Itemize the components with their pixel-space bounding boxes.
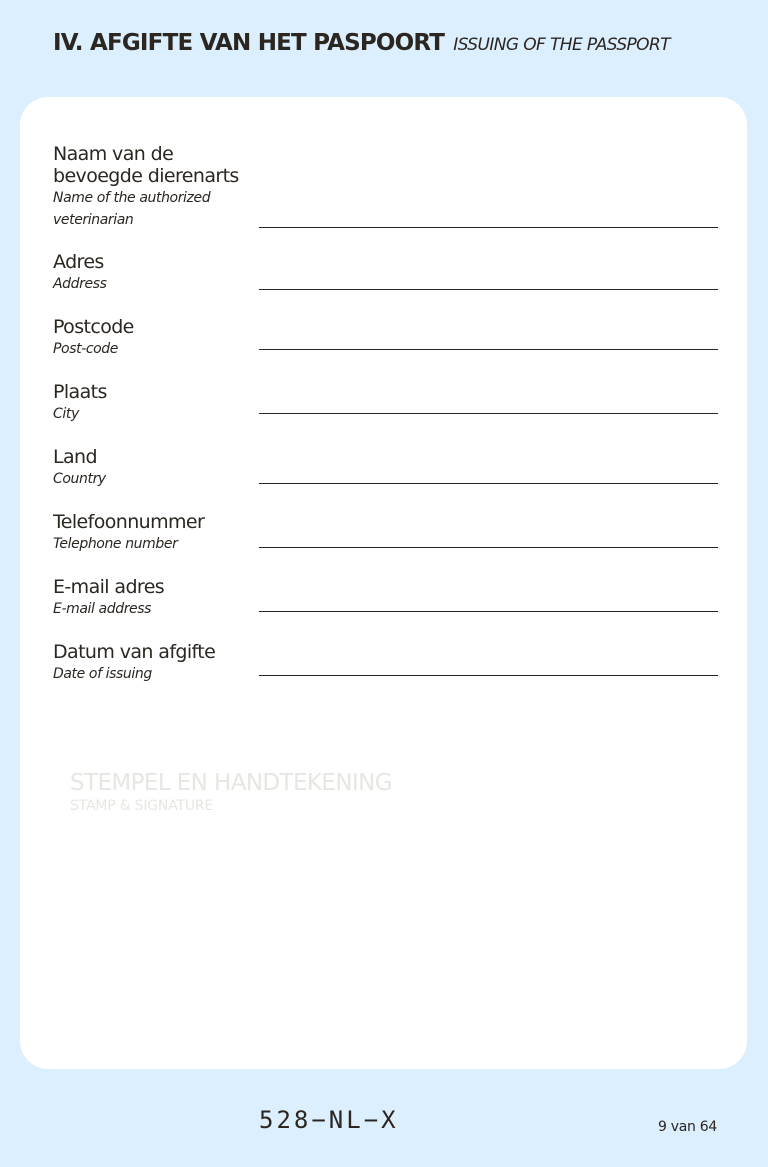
section-title-english: ISSUING OF THE PASSPORT <box>453 35 670 55</box>
field-label-dutch: Land <box>53 446 97 468</box>
field-label-dutch: Datum van afgifte <box>53 641 216 663</box>
stamp-label-dutch: STEMPEL EN HANDTEKENING <box>70 770 392 796</box>
stamp-signature-area[interactable] <box>70 769 392 815</box>
field-label-dutch: Naam van de bevoegde dierenarts <box>53 143 239 187</box>
field-label-english: Country <box>53 471 106 487</box>
field-telephone <box>53 511 718 555</box>
email-input-line[interactable] <box>259 611 718 612</box>
address-input-line[interactable] <box>259 289 718 290</box>
field-date-of-issuing <box>53 641 718 685</box>
field-label-dutch: Plaats <box>53 381 107 403</box>
city-input-line[interactable] <box>259 413 718 414</box>
telephone-input-line[interactable] <box>259 547 718 548</box>
field-label-english: Name of the authorized veterinarian <box>53 190 211 228</box>
field-label-english: Date of issuing <box>53 666 152 682</box>
field-city <box>53 381 718 425</box>
date-of-issuing-input-line[interactable] <box>259 675 718 676</box>
stamp-label-english: STAMP & SIGNATURE <box>70 798 214 814</box>
field-veterinarian-name <box>53 143 718 231</box>
country-input-line[interactable] <box>259 483 718 484</box>
field-email <box>53 576 718 620</box>
field-country <box>53 446 718 490</box>
veterinarian-name-input-line[interactable] <box>259 227 718 228</box>
field-postcode <box>53 316 718 360</box>
page-number: 9 van 64 <box>658 1119 717 1135</box>
form-card <box>20 97 747 1069</box>
field-label-dutch: Adres <box>53 251 104 273</box>
field-label-dutch: E-mail adres <box>53 576 165 598</box>
page-header <box>53 30 670 56</box>
field-label-english: Post-code <box>53 341 119 357</box>
passport-code: 528−NL−X <box>259 1106 399 1134</box>
field-label-dutch: Telefoonnummer <box>53 511 205 533</box>
section-title-dutch: IV. AFGIFTE VAN HET PASPOORT <box>53 30 445 56</box>
field-address <box>53 251 718 295</box>
field-label-english: Address <box>53 276 107 292</box>
field-label-dutch: Postcode <box>53 316 134 338</box>
field-label-english: E-mail address <box>53 601 152 617</box>
field-label-english: City <box>53 406 79 422</box>
field-label-english: Telephone number <box>53 536 178 552</box>
postcode-input-line[interactable] <box>259 349 718 350</box>
